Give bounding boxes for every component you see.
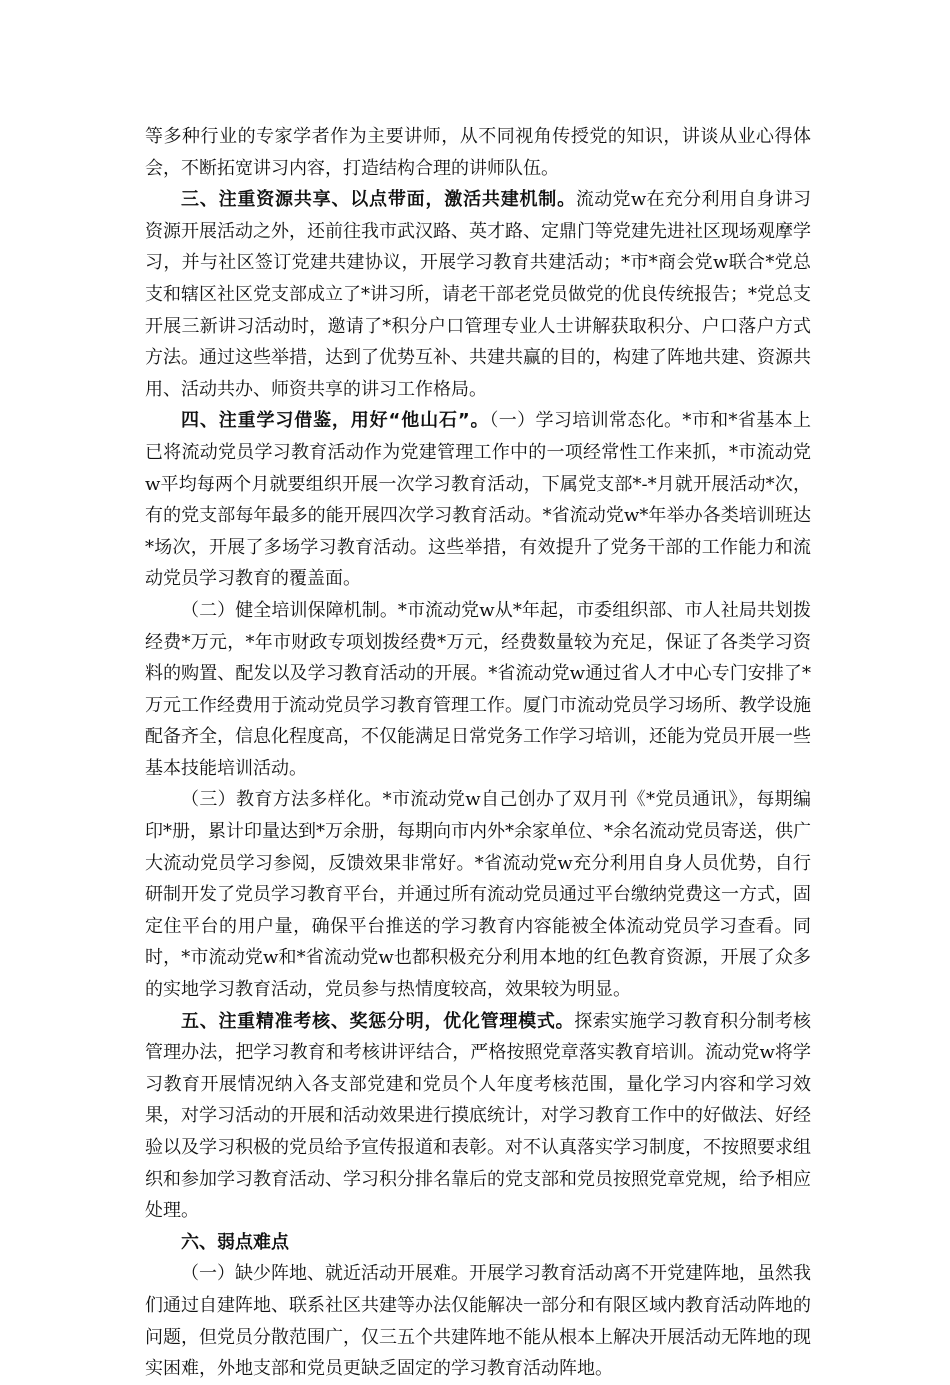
- section-heading: 三、注重资源共享、以点带面，激活共建机制。: [181, 189, 576, 211]
- paragraph-text: 流动党w在充分利用自身讲习资源开展活动之外，还前往我市武汉路、英才路、定鼎门等党建先进社区现场观摩学习，并与社区签订党建共建协议，开展学习教育共建活动；*市*商会党w联合*党总支和辖区社区党支部成立了*讲习所，请老干部老党员做党的优良传统报告；*党总支开展三新讲习活动时，邀请了*积分户口管理专业人士讲解获取积分、户口落户方式方法。通过这些举措，达到了优势互补、共建共赢的目的，构建了阵地共建、资源共用、活动共办、师资共享的讲习工作格局。: [145, 189, 811, 400]
- paragraph-section-3: [145, 184, 811, 405]
- section-heading: 四、注重学习借鉴，用好“他山石”。: [181, 410, 490, 432]
- paragraph-text: （一）学习培训常态化。*市和*省基本上已将流动党员学习教育活动作为党建管理工作中的一项经常性工作来抓，*市流动党w平均每两个月就要组织开展一次学习教育活动，下属党支部*-*月就开展活动*次，有的党支部每年最多的能开展四次学习教育活动。*省流动党w*年举办各类培训班达*场次，开展了多场学习教育活动。这些举措，有效提升了党务干部的工作能力和流动党员学习教育的覆盖面。: [145, 410, 811, 590]
- section-heading: 五、注重精准考核、奖惩分明，优化管理模式。: [181, 1010, 575, 1032]
- paragraph-section-5: [145, 1006, 811, 1227]
- paragraph-text: （一）缺少阵地、就近活动开展难。开展学习教育活动离不开党建阵地，虽然我们通过自建阵地、联系社区共建等办法仅能解决一部分和有限区域内教育活动阵地的问题，但党员分散范围广，仅三五个共建阵地不能从根本上解决开展活动无阵地的现实困难，外地支部和党员更缺乏固定的学习教育活动阵地。: [145, 1263, 811, 1380]
- document-page: [145, 121, 811, 1385]
- paragraph-text: （三）教育方法多样化。*市流动党w自己创办了双月刊《*党员通讯》，每期编印*册，累计印量达到*万余册，每期向市内外*余家单位、*余名流动党员寄送，供广大流动党员学习参阅，反馈效果非常好。*省流动党w充分利用自身人员优势，自行研制开发了党员学习教育平台，并通过所有流动党员通过平台缴纳党费这一方式，固定住平台的用户量，确保平台推送的学习教育内容能被全体流动党员学习查看。同时，*市流动党w和*省流动党w也都积极充分利用本地的红色教育资源，开展了众多的实地学习教育活动，党员参与热情度较高，效果较为明显。: [145, 789, 811, 1001]
- paragraph-text: 探索实施学习教育积分制考核管理办法，把学习教育和考核讲评结合，严格按照党章落实教育培训。流动党w将学习教育开展情况纳入各支部党建和党员个人年度考核范围，量化学习内容和学习效果，对学习活动的开展和活动效果进行摸底统计，对学习教育工作中的好做法、好经验以及学习积极的党员给予宣传报道和表彰。对不认真落实学习制度，不按照要求组织和参加学习教育活动、学习积分排名靠后的党支部和党员按照党章党规，给予相应处理。: [145, 1010, 812, 1222]
- section-heading-6: [145, 1227, 811, 1259]
- paragraph-subsection-2: [145, 595, 811, 785]
- heading-text: 六、弱点难点: [181, 1231, 289, 1253]
- paragraph-weakness-1: [145, 1258, 811, 1384]
- paragraph-text: （二）健全培训保障机制。*市流动党w从*年起，市委组织部、市人社局共划拨经费*万元，*年市财政专项划拨经费*万元，经费数量较为充足，保证了各类学习资料的购置、配发以及学习教育活动的开展。*省流动党w通过省人才中心专门安排了*万元工作经费用于流动党员学习教育管理工作。厦门市流动党员学习场所、教学设施配备齐全，信息化程度高，不仅能满足日常党务工作学习培训，还能为党员开展一些基本技能培训活动。: [145, 599, 811, 779]
- paragraph-section-4: [145, 405, 811, 595]
- paragraph-continuation: [145, 121, 811, 184]
- paragraph-text: 等多种行业的专家学者作为主要讲师，从不同视角传授党的知识，讲谈从业心得体会，不断拓宽讲习内容，打造结构合理的讲师队伍。: [145, 126, 811, 179]
- paragraph-subsection-3: [145, 784, 811, 1005]
